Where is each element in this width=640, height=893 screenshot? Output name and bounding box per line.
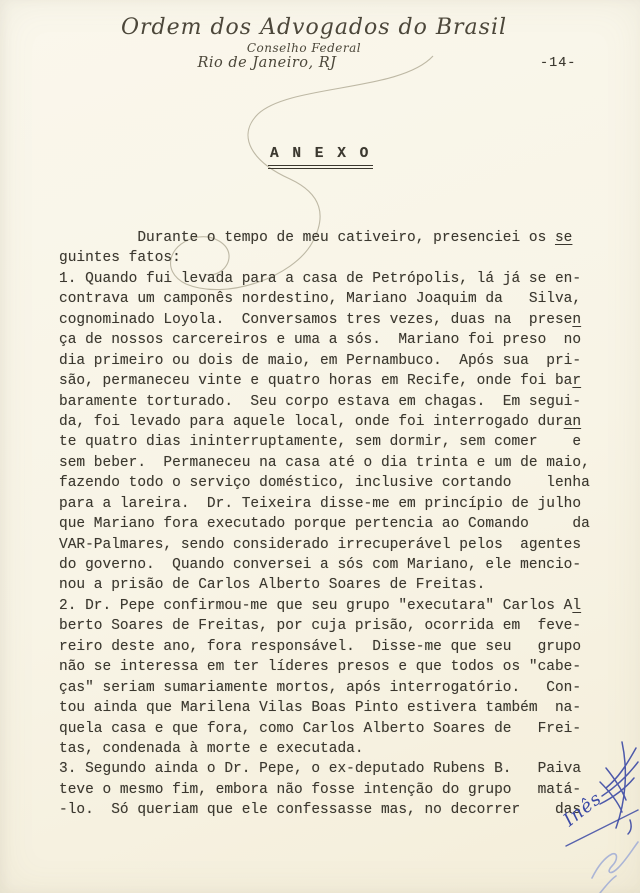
letterhead-city: Rio de Janeiro, RJ <box>197 55 337 71</box>
typed-line: nou a prisão de Carlos Alberto Soares de Freitas. <box>59 577 486 594</box>
typed-line: dia primeiro ou dois de maio, em Pernambuco. Após sua pri- <box>59 352 582 369</box>
document-title: A N E X O <box>268 146 373 169</box>
typed-line: -lo. Só queriam que ele confessasse mas, no decorrer das <box>59 802 582 819</box>
page-number: -14- <box>540 56 577 71</box>
typed-line: Durante o tempo de meu cativeiro, presenciei os se <box>59 230 573 246</box>
typed-line: da, foi levado para aquele local, onde foi interrogado duran <box>59 413 582 430</box>
typed-line: VAR-Palmares, sendo considerado irrecuperável pelos agentes <box>59 536 582 553</box>
typed-line: não se interessa em ter líderes presos e que todos os "cabe- <box>59 659 582 676</box>
typed-line: do governo. Quando conversei a sós com Mariano, ele mencio- <box>59 557 582 573</box>
typed-line: 2. Dr. Pepe confirmou-me que seu grupo "executara" Carlos Al <box>59 597 582 614</box>
typed-line: para a lareira. Dr. Teixeira disse-me em princípio de julho <box>59 495 582 512</box>
typed-line: são, permaneceu vinte e quatro horas em Recife, onde foi bar <box>59 373 582 390</box>
typed-line: sem beber. Permaneceu na casa até o dia trinta e um de maio, <box>59 454 590 471</box>
typed-line: tou ainda que Marilena Vilas Boas Pinto estivera também na- <box>59 700 582 717</box>
typed-line: quela casa e que fora, como Carlos Alberto Soares de Frei- <box>59 720 582 737</box>
typed-line: berto Soares de Freitas, por cuja prisão, ocorrida em feve- <box>59 618 582 635</box>
typed-line: baramente torturado. Seu corpo estava em chagas. Em segui- <box>59 393 582 410</box>
letterhead-council: Conselho Federal <box>246 41 362 55</box>
typed-body <box>59 228 604 821</box>
typed-line: fazendo todo o serviço doméstico, inclusive cortando lenha <box>59 475 590 492</box>
typed-line: contrava um camponês nordestino, Mariano Joaquim da Silva, <box>59 291 582 308</box>
typed-line: ça de nossos carcereiros e uma a sós. Mariano foi preso no <box>59 332 582 349</box>
handwritten-signature: Inês <box>559 788 607 831</box>
typed-line: teve o mesmo fim, embora não fosse intenção do grupo matá- <box>59 781 582 798</box>
typed-line: cognominado Loyola. Conversamos tres vezes, duas na presen <box>59 311 582 328</box>
typed-line: 1. Quando fui levada para a casa de Petrópolis, lá já se en- <box>59 270 582 287</box>
typed-line: guintes fatos: <box>59 250 181 267</box>
letterhead-organization: Ordem dos Advogados do Brasil <box>120 15 508 40</box>
typed-line: que Mariano fora executado porque pertencia ao Comando da <box>59 516 590 533</box>
typed-line: tas, condenada à morte e executada. <box>59 740 364 757</box>
typed-line: te quatro dias ininterruptamente, sem dormir, sem comer e <box>59 434 582 451</box>
typed-line: ças" seriam sumariamente mortos, após interrogatório. Con- <box>59 679 582 696</box>
typed-line: 3. Segundo ainda o Dr. Pepe, o ex-deputado Rubens B. Paiva <box>59 761 582 778</box>
typed-line: reiro deste ano, fora responsável. Disse-me que seu grupo <box>59 638 582 655</box>
